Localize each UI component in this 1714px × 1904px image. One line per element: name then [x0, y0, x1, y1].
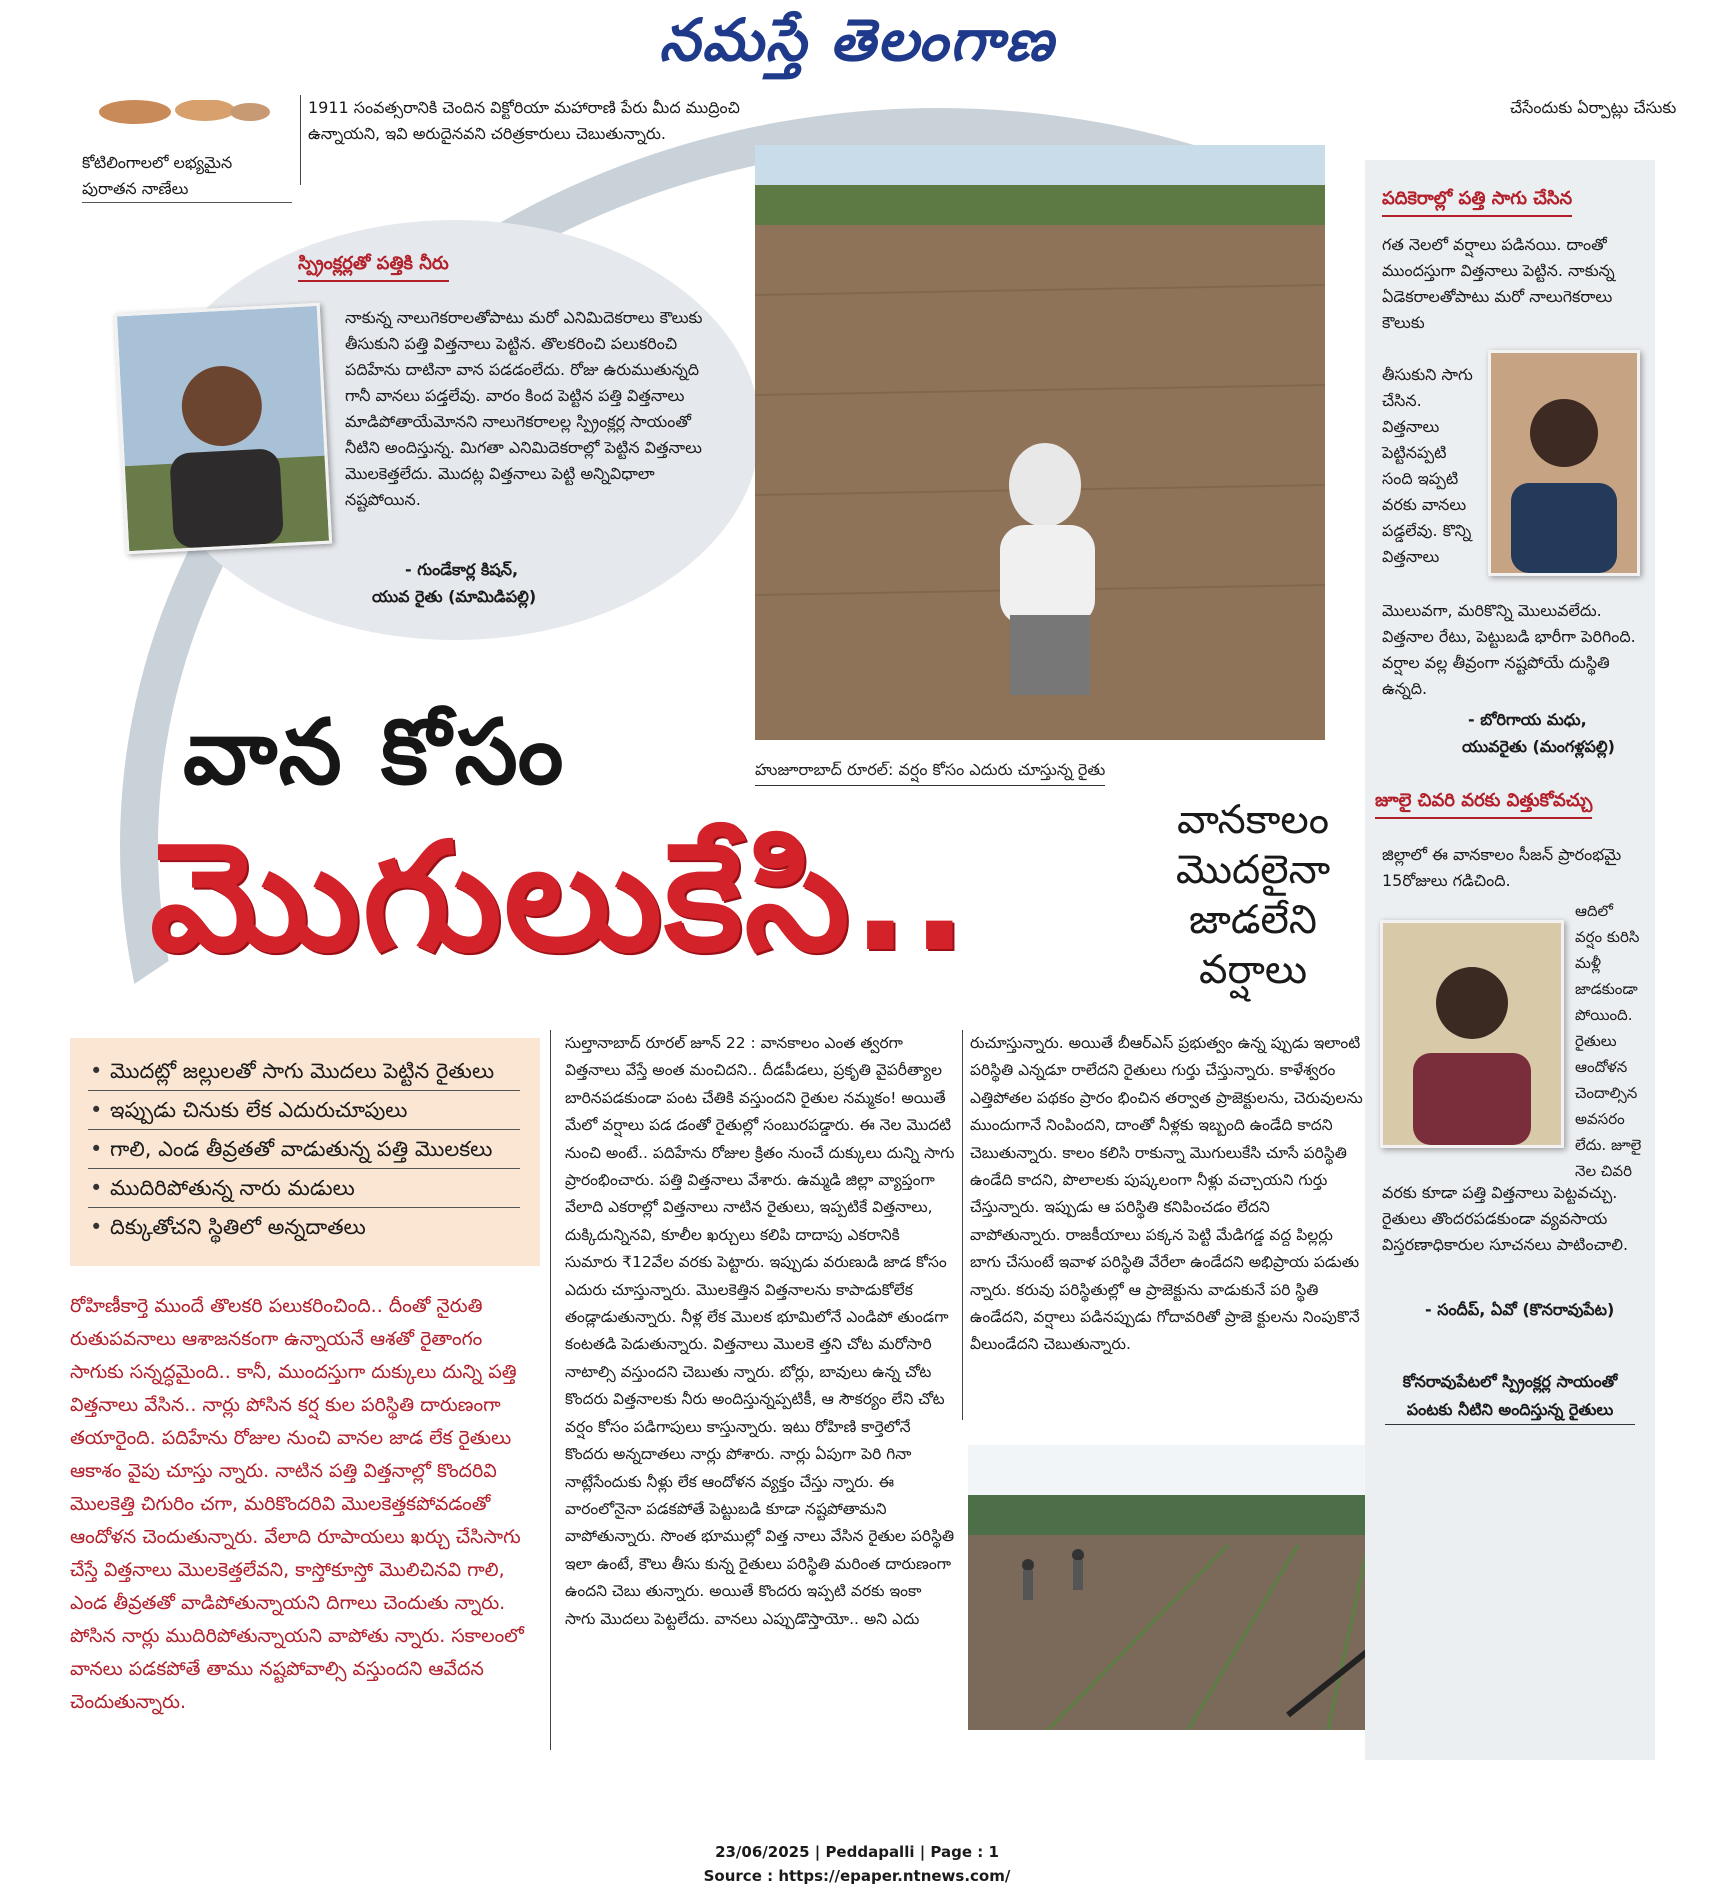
right-top-heading — [1382, 188, 1572, 217]
footer — [0, 1840, 1714, 1888]
column-divider — [962, 1030, 963, 1420]
coins-image — [85, 100, 275, 130]
main-photo-caption: హుజూరాబాద్ రూరల్: వర్షం కోసం ఎదురు చూస్తున్న రైతు — [755, 760, 1105, 786]
left-quote-credit-role: యువ రైతు (మామిడిపల్లి) — [372, 587, 537, 606]
right-top-heading-text: పదికెరాల్లో పత్తి సాగు చేసిన — [1382, 188, 1572, 217]
headline-kicker: వాన కోసం — [183, 700, 568, 805]
right-top-credit-name: - బోరిగాయ మధు, — [1468, 710, 1587, 729]
right-top-body-c: మొలువగా, మరికొన్ని మొలువలేదు. విత్తనాల రేటు, పెట్టుబడి భారీగా పెరిగింది. వర్షాల వల్ల తీవ్రంగా నష్టపోయే దుస్థితి ఉన్నది. — [1382, 601, 1636, 698]
highlights-box — [70, 1038, 540, 1266]
top-right-text: చేసేందుకు ఏర్పాట్లు చేసుకు — [1510, 98, 1677, 117]
highlight-item: • ముదిరిపోతున్న నారు మడులు — [88, 1169, 520, 1208]
highlight-item: • దిక్కుతోచని స్థితిలో అన్నదాతలు — [88, 1208, 520, 1246]
column-divider — [550, 1030, 551, 1750]
right-mid-body-c: వరకు కూడా పత్తి విత్తనాలు పెట్టవచ్చు. రైతులు తొందరపడకుండా వ్యవసాయ విస్తరణాధికారుల సూచనలు పాటించాలి. — [1382, 1183, 1629, 1254]
headline-main: మొగులుకేసి.. — [150, 811, 970, 985]
highlight-item: • మొదట్లో జల్లులతో సాగు మొదలు పెట్టిన రైతులు — [88, 1052, 520, 1091]
coins-text: 1911 సంవత్సరానికి చెందిన విక్టోరియా మహారాణి పేరు మీద ముద్రించి ఉన్నాయని, ఇవి అరుదైనవని చరిత్రకారులు చెబుతున్నారు. — [308, 98, 740, 143]
right-mid-body-a: జిల్లాలో ఈ వానకాలం సీజన్ ప్రారంభమై 15రోజులు గడిచింది. — [1382, 845, 1622, 890]
intro-paragraph: రోహిణీకార్తె ముందే తొలకరి పలుకరించింది.. దీంతో నైరుతి రుతుపవనాలు ఆశాజనకంగా ఉన్నాయనే ఆశతో రైతాంగం సాగుకు సన్నద్ధమైంది.. కానీ, ముందస్తుగా దుక్కులు దున్ని పత్తి విత్తనాలు వేసిన.. నార్లు పోసిన కర్ష కుల పరిస్థితి దారుణంగా తయారైంది. పదిహేను రోజుల నుంచి వానల జాడ లేక రైతులు ఆకాశం వైపు చూస్తు న్నారు. నాటిన పత్తి విత్తనాల్లో కొందరివి మొలకెత్తి చిగురిం చగా, మరికొందరివి మొలకెత్తకపోవడంతో ఆందోళన చెందుతున్నారు. వేలాది రూపాయలు ఖర్చు చేసిసాగు చేస్తే విత్తనాలు మొలకెత్తలేవని, కాస్తోకూస్తో మొలిచినవి గాలి, ఎండ తీవ్రతతో వాడిపోతున్నాయని దిగాలు చెందుతు న్నారు. పోసిన నార్లు ముదిరిపోతున్నాయని వాపోతు న్నారు. సకాలంలో వానలు పడకపోతే తాము నష్టపోవాల్సి వస్తుందని ఆవేదన చెందుతున్నారు. — [70, 1295, 524, 1713]
right-top-credit-role: యువరైతు (మంగళ్లపల్లి) — [1462, 737, 1615, 756]
right-top-body-b: తీసుకుని సాగు చేసిన. విత్తనాలు పెట్టినప్పటి సంది ఇప్పటి వరకు వానలు పడ్డలేవు. కొన్ని విత్తనాలు — [1382, 365, 1473, 566]
highlight-item: • గాలి, ఎండ తీవ్రతతో వాడుతున్న పత్తి మొలకలు — [88, 1130, 520, 1169]
masthead-logo: నమస్తే తెలంగాణ — [659, 6, 1055, 74]
farmer-madhu-photo — [1488, 350, 1640, 576]
divider — [300, 95, 301, 185]
left-quote-heading — [298, 253, 449, 282]
footer-source: Source : https://epaper.ntnews.com/ — [703, 1867, 1011, 1885]
sprinkler-photo-caption: కోనరావుపేటలో స్ప్రింక్లర్ల సాయంతో పంటకు నీటిని అందిస్తున్న రైతులు — [1385, 1368, 1635, 1425]
highlight-item: • ఇప్పుడు చినుకు లేక ఎదురుచూపులు — [88, 1091, 520, 1130]
article-column-2: సుల్తానాబాద్ రూరల్ జూన్ 22 : వానకాలం ఎంత త్వరగా విత్తనాలు వేస్తే అంత మంచిదని.. దీడపీడలు, ప్రకృతి వైపరీత్యాల బారినపడకుండా పంట చేతికి వస్తుందని రైతుల నమ్మకం! అయితే మేలో వర్షాలు పడ డంతో రైతుల్లో సంబురపడ్డారు. ఈ నెల మొదటి నుంచి అంటే.. పదిహేను రోజుల క్రితం నుంచే దుక్కులు దున్ని సాగు ప్రారంభించారు. పత్తి విత్తనాలు వేశారు. ఉమ్మడి జిల్లా వ్యాప్తంగా వేలాది ఎకరాల్లో విత్తనాలు నాటిన రైతులు, ఇప్పటికే విత్తనాలు, దుక్కిదున్నినవి, కూలీల ఖర్చులు కలిపి దాదాపు ఎకరానికి సుమారు ₹12వేల వరకు పెట్టారు. ఇప్పుడు వరుణుడి జాడ కోసం ఎదురు చూస్తున్నారు. మొలకెత్తిన విత్తనాలను కాపాడుకోలేక తండ్లాడుతున్నారు. నీళ్ల లేక మొలక భూమిలోనే ఎండిపో తుండగా కంటతడి పెడుతున్నారు. విత్తనాలు మొలకె త్తని చోట మరోసారి నాటాల్సి వస్తుందని చెబుతు న్నారు. బోర్లు, బావులు ఉన్న చోట కొందరు విత్తనాలకు నీరు అందిస్తున్నప్పటికీ, ఆ సౌకర్యం లేని చోట వర్షం కోసం పడిగాపులు కాస్తున్నారు. ఇటు రోహిణి కార్తెలోనే కొందరు అన్నదాతలు నార్లు పోశారు. నార్లు ఏపుగా పెరి గినా నాట్లేసేందుకు నీళ్లు లేక ఆందోళన వ్యక్తం చేస్తు న్నారు. ఈ వారంలోనైనా పడకపోతే పెట్టుబడి కూడా నష్టపోతామని వాపోతున్నారు. సొంత భూముల్లో విత్త నాలు వేసిన రైతుల పరిస్థితి ఇలా ఉంటే, కౌలు తీసు కున్న రైతులు పరిస్థితి మరింత దారుణంగా ఉందని చెబు తున్నారు. అయితే కొందరు ఇప్పటి వరకు ఇంకా సాగు మొదలు పెట్టలేదు. వానలు ఎప్పుడొస్తాయో.. అని ఎదు — [565, 1034, 955, 1628]
right-top-body-a: గత నెలలో వర్షాలు పడినయి. దాంతో ముందస్తుగా విత్తనాలు పెట్టిన. నాకున్న ఏడెకరాలతోపాటు మరో నాలుగెకరాలు కౌలుకు — [1382, 235, 1615, 332]
headline-sub: వానకాలం మొదలైనా జాడలేని వర్షాలు — [1175, 797, 1331, 993]
footer-date-edition: 23/06/2025 | Peddapalli | Page : 1 — [715, 1843, 999, 1861]
farmer-kishan-photo — [114, 303, 332, 554]
article-column-3: రుచూస్తున్నారు. అయితే బీఆర్ఎస్ ప్రభుత్వం ఉన్న ప్పుడు ఇలాంటి పరిస్థితి ఎన్నడూ రాలేదని రైతులు గుర్తు చేస్తున్నారు. కాళేశ్వరం ఎత్తిపోతల పథకం ప్రారం భించిన తర్వాత ప్రాజెక్టులను, చెరువులను ముందుగానే నింపిందని, దాంతో నీళ్లకు ఇబ్బంది ఉండేది కాదని చెబుతున్నారు. కాలం కలిసి రాకున్నా మొగులుకేసి చూసే పరిస్థితి ఉండేది కాదని, పొలాలకు పుష్కలంగా నీళ్లు వచ్చాయని గుర్తు చేస్తున్నారు. ఇప్పుడు ఆ పరిస్థితి కనిపించడం లేదని వాపోతున్నారు. రాజకీయాలు పక్కన పెట్టి మేడిగడ్డ వద్ద పిల్లర్లు బాగు చేసుంటే ఇవాళ పరిస్థితి వేరేలా ఉండేదని అభిప్రాయ పడుతు న్నారు. కరువు పరిస్థితుల్లో ఆ ప్రాజెక్టును వాడుకునే పరి స్థితి ఉండేదని, వర్షాలు పడినప్పుడు గోదావరితో ప్రాజె క్టులను నింపుకొనే వీలుండేదని చెబుతున్నారు. — [970, 1034, 1363, 1354]
main-photo-farmer-field — [755, 145, 1325, 740]
officer-sandeep-photo — [1380, 920, 1564, 1148]
left-quote-heading-text: స్ప్రింక్లర్లతో పత్తికి నీరు — [298, 253, 449, 282]
right-mid-heading-text: జూలై చివరి వరకు విత్తుకోవచ్చు — [1375, 790, 1592, 819]
right-mid-body-b: ఆదిలో వర్షం కురిసి మళ్లీ జాడకుండా పోయింది. రైతులు ఆందోళన చెందాల్సిన అవసరం లేదు. జూలై నెల చివరి — [1575, 902, 1642, 1180]
right-mid-credit: - సందీప్, ఏవో (కొనరావుపేట) — [1425, 1300, 1615, 1319]
right-mid-heading — [1375, 790, 1592, 819]
left-quote-credit-name: - గుండేకార్ల కిషన్, — [405, 560, 519, 579]
left-quote-body: నాకున్న నాలుగెకరాలతోపాటు మరో ఎనిమిదెకరాలు కౌలుకు తీసుకుని పత్తి విత్తనాలు పెట్టిన. తొలకరించి పలుకరించి పదిహేను దాటినా వాన పడడంలేదు. రోజు ఉరుముతున్నది గానీ వానలు పడ్తలేవు. వారం కింద పెట్టిన పత్తి విత్తనాలు మాడిపోతాయేమోనని నాలుగెకరాలల్ల స్ప్రింక్లర్ల సాయంతో నీటిని అందిస్తున్న. మిగతా ఎనిమిదెకరాల్లో పెట్టిన విత్తనాలు మొలకెత్తలేదు. మొదట్ల విత్తనాలు పెట్టి అన్నివిధాలా నష్టపోయిన. — [345, 308, 703, 509]
coins-caption: కోటిలింగాలలో లభ్యమైన పురాతన నాణేలు — [82, 150, 292, 203]
